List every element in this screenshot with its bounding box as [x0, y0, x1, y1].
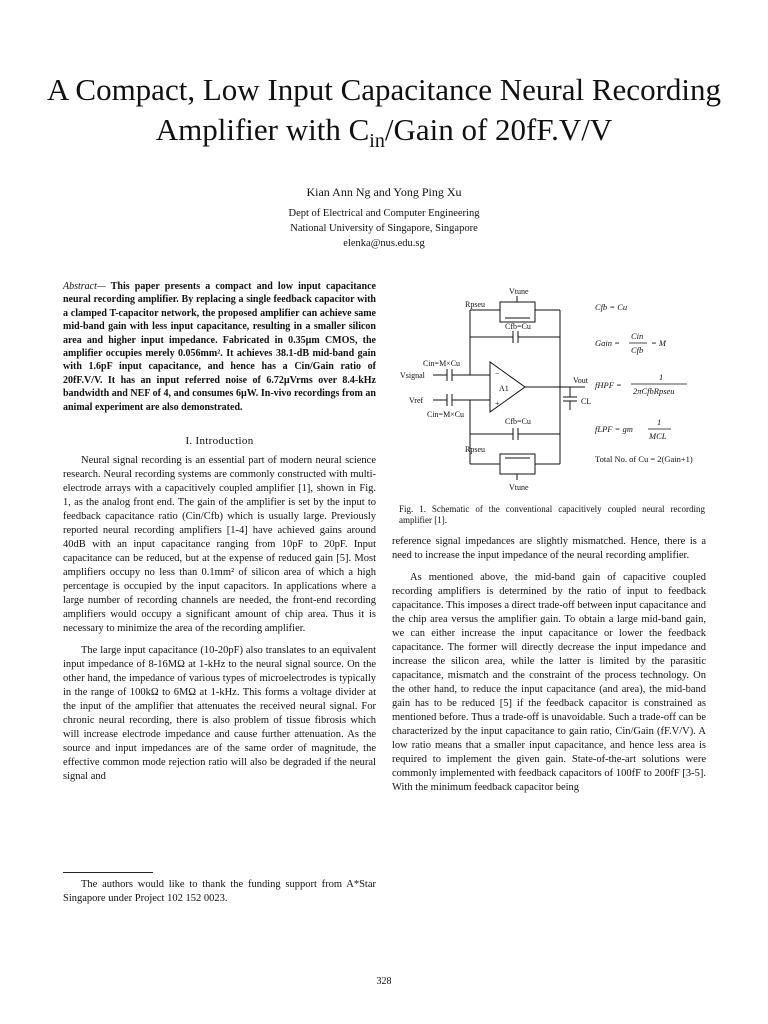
page-number: 328 [376, 976, 392, 987]
title-line-2: Amplifier with $C_{in}$/Gain of 20fF.V/V [155, 112, 613, 153]
label-cfb-top: Cfb=Cu [505, 322, 531, 331]
right-column [392, 535, 706, 803]
footnote: The authors would like to thank the funding support from A*Star Singapore under Project 102 152 0023. [63, 879, 376, 904]
label-vtune-top: Vtune [509, 287, 529, 296]
label-cl: CL [581, 397, 592, 406]
equation-flpf-den: MCL [649, 431, 667, 441]
equation-flpf-lhs: fLPF = gm [595, 424, 633, 434]
equation-gain-rhs: = M [651, 338, 666, 348]
title-line-1: A Compact, Low Input Capacitance Neural Recording [46, 72, 722, 107]
label-vref: Vref [409, 396, 424, 405]
label-cin-top: Cin=M×Cu [423, 359, 461, 368]
affil-university: National University of Singapore, Singapore [290, 223, 478, 234]
equation-total-cu: Total No. of Cu = 2(Gain+1) [595, 454, 693, 464]
affil-email[interactable]: elenka@nus.edu.sg [343, 238, 425, 249]
section-heading-introduction: I. Introduction [185, 435, 254, 448]
label-rpseu-bottom: Rpseu [465, 445, 485, 454]
figure-caption: Fig. 1. Schematic of the conventional capacitively coupled neural recording amplifier [1]. [399, 504, 705, 525]
equation-fhpf-num: 1 [659, 372, 664, 382]
affil-dept: Dept of Electrical and Computer Engineering [288, 208, 480, 219]
left-column [63, 280, 376, 792]
label-vtune-bottom: Vtune [509, 483, 529, 492]
equation-gain-den: Cfb [631, 345, 644, 355]
paragraph: reference signal impedances are slightly mismatched. Hence, there is a need to increase the input impedance of the neural recording amplifier. [392, 536, 706, 561]
label-cfb-bottom: Cfb=Cu [505, 417, 531, 426]
paper-title [40, 70, 728, 161]
authors: Kian Ann Ng and Yong Ping Xu [306, 185, 462, 199]
figure-schematic [395, 282, 715, 497]
equation-fhpf-lhs: fHPF = [595, 380, 622, 390]
abstract [63, 280, 376, 414]
label-vout: Vout [573, 376, 588, 385]
equation-flpf-num: 1 [657, 417, 662, 427]
label-rpseu-top: Rpseu [465, 300, 485, 309]
equation-gain-num: Cin [631, 331, 644, 341]
paragraph: As mentioned above, the mid-band gain of capacitive coupled recording amplifiers is determined by the ratio of input to feedback capacitance. This imposes a direct trade-off between input capacitance and the chip area versus the amplifier gain. To obtain a large mid-band gain, we can either increase the input capacitance or lower the feedback capacitance. The former will directly decrease the input impedance and increase the silicon area, while the latter is limited by the parasitic capacitance, mismatch and the constraint of the process technology. On the other hand, to reduce the input capacitance (and area), the mid-band gain has to be reduced [5] if the feedback capacitor is constrained as mentioned before. Thus a trade-off is unavoidable. Such a trade-off can be characterized by the input capacitance to gain ratio, Cin/Gain (fF.V/V). A low ratio means that a smaller input capacitance, and hence less area is required to implement the given gain. State-of-the-art solutions were commonly implemented with feedback capacitors of 100fF to 200fF [3-5]. With the minimum feedback capacitor being [392, 572, 706, 793]
minus-sign: − [495, 369, 500, 378]
plus-sign: + [495, 399, 500, 408]
abstract-label: Abstract— [63, 281, 106, 292]
affiliation [200, 206, 568, 251]
label-vsignal: Vsignal [400, 371, 425, 380]
abstract-text: This paper presents a compact and low input capacitance neural recording amplifier. By replacing a single feedback capacitor with a clamped T-capacitor network, the proposed amplifier can achieve same mid-band gain with less input capacitance, resulting in a smaller silicon area and higher input impedance. Fabricated in 0.35µm CMOS, the amplifier occupies merely 0.056mm². It achieves 38.1-dB mid-band gain with 1.6pF input capacitance, and hence has a Cin/Gain ratio of 20fF.V/V. It has an input referred noise of 6.72µVrms over 8.4-kHz bandwidth and NEF of 4, and consumes 6µW. In-vivo recordings from an animal experiment are also demonstrated. [63, 281, 376, 413]
equation-fhpf-den: 2πCfbRpseu [633, 386, 675, 396]
label-cin-bottom: Cin=M×Cu [427, 410, 465, 419]
footnote-divider [63, 872, 153, 873]
equation-gain-lhs: Gain = [595, 338, 620, 348]
label-amplifier: A1 [499, 384, 509, 393]
paragraph: Neural signal recording is an essential part of modern neural science research. Neural recording systems are commonly constructed with multi-electrode arrays with a capacitively coupled amplifier [1], shown in Fig. 1, as the analog front end. The gain of the amplifier is set by the input to feedback capacitance ratio (Cin/Cfb) which is usually large. Previously reported neural recording amplifiers [1-4] have achieved gains around 40dB with an input capacitance ranging from 10pF to 20pF. Input capacitance can be reduced, but at the expense of reduced gain [5]. Most amplifiers occupy no less than 0.1mm² of silicon area of which a high percentage is occupied by the input capacitors. In applications where a large number of recording channels are needed, the front-end recording amplifiers would occupy a significant amount of chip area. Thus it is necessary to minimize the area of the recording amplifier. [63, 455, 376, 635]
equation-cfb: Cfb = Cu [595, 302, 628, 312]
paragraph: The large input capacitance (10-20pF) also translates to an equivalent input impedance of 8-16MΩ at 1-kHz to the neural signal source. On the other hand, the impedance of various types of microelectrodes is typically in the range of 100kΩ to 6MΩ at 1-kHz. This forms a voltage divider at the input of the amplifier that attenuates the received neural signal. For chronic neural recording, there is also problem of tissue fibrosis which will increase electrode impedance and cause further attenuation. As the source and input impedances are of the same order of magnitude, the effective common mode rejection ratio will also be degraded if the neural signal and [63, 645, 376, 783]
